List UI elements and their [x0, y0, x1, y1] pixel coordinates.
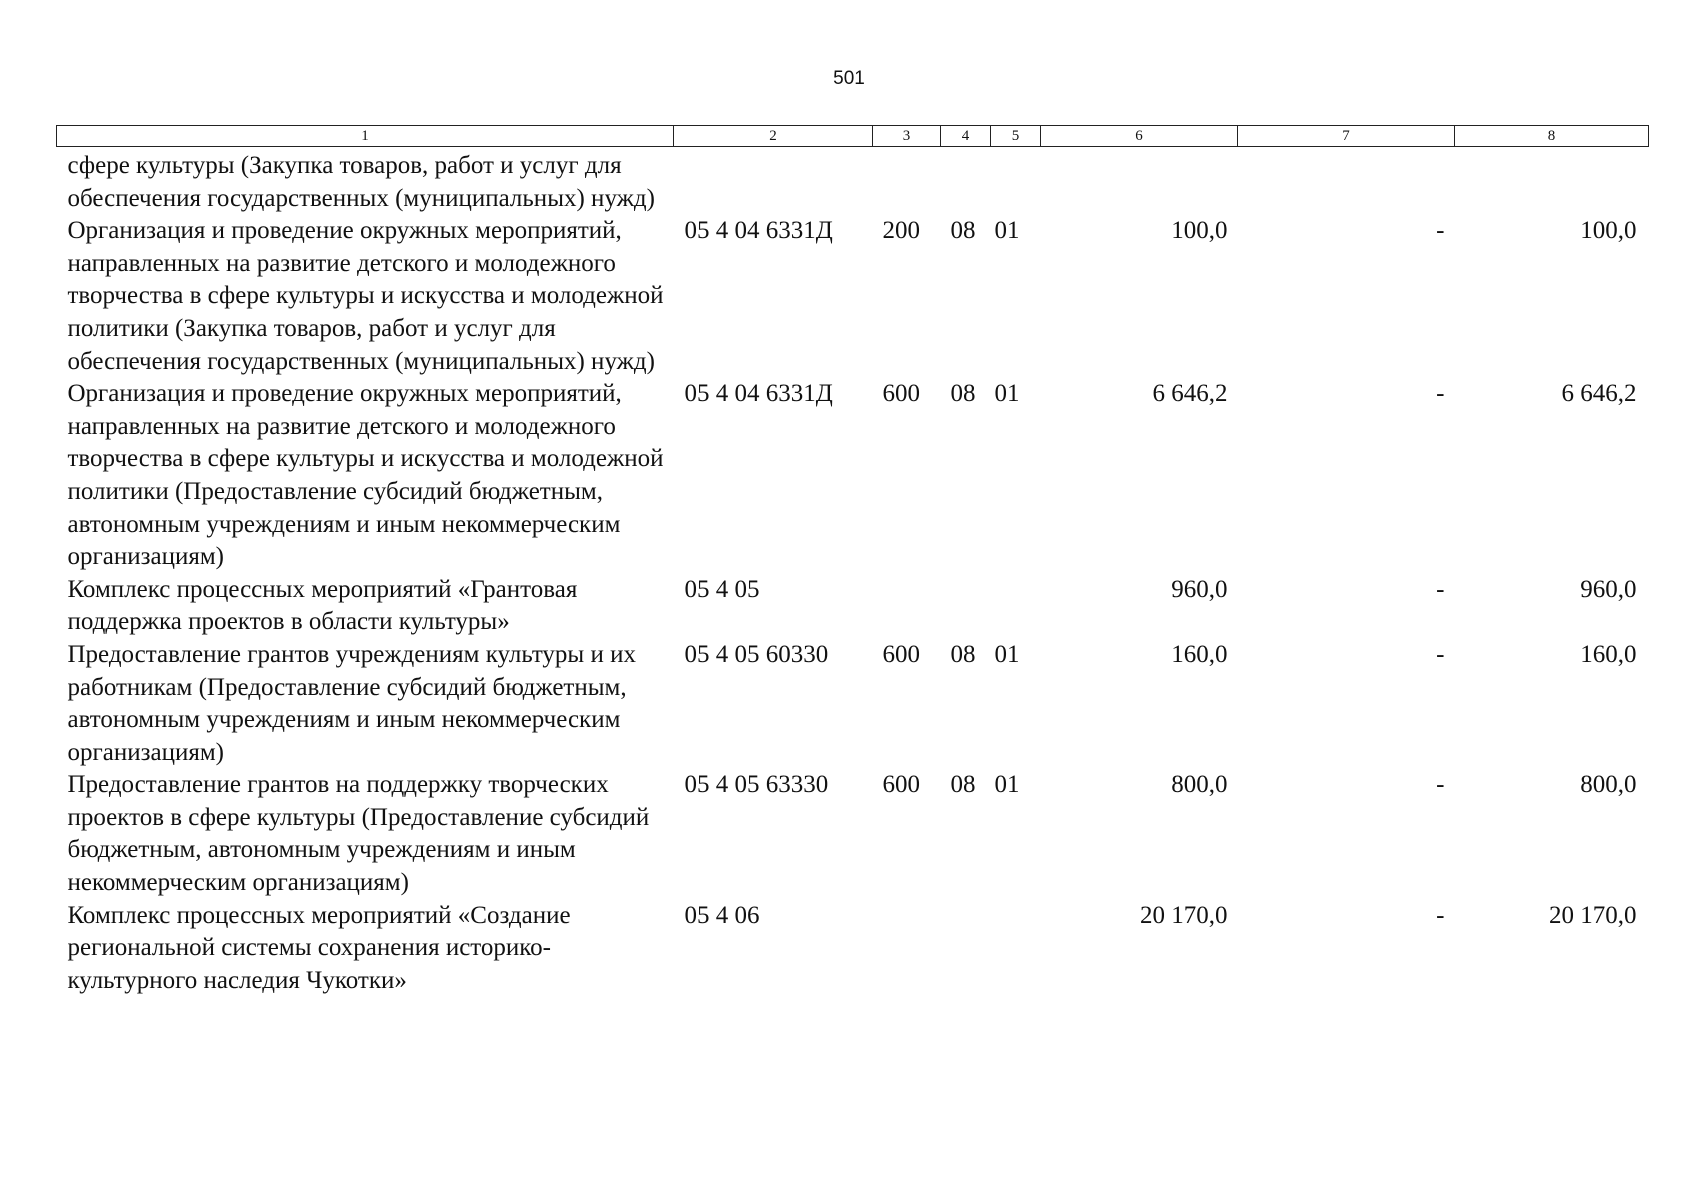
column-header-4: 4	[941, 126, 991, 147]
row-total-cell	[1455, 147, 1649, 216]
row-amount-cell: 20 170,0	[1140, 901, 1228, 929]
row-pr-cell	[991, 574, 1041, 639]
row-pr-cell	[991, 900, 1041, 998]
row-total-cell: 960,0	[1580, 575, 1637, 603]
table-row	[57, 147, 1649, 216]
row-total-cell: 800,0	[1580, 771, 1637, 799]
row-name-cell: Комплекс процессных мероприятий «Грантовая поддержка проектов в области культуры»	[67, 575, 578, 636]
row-total-cell: 160,0	[1580, 640, 1637, 668]
row-amount-cell: 6 646,2	[1152, 380, 1228, 408]
row-vr-cell	[873, 900, 941, 998]
row-code-cell	[674, 147, 873, 216]
row-name-cell: Организация и проведение окружных мероприятий, направленных на развитие детского и молодежного творчества в сфере культуры и искусства и молодежной политики (Закупка товаров, работ и услуг для обеспечения государственных (муниципальных) нужд)	[67, 217, 664, 375]
row-pr-cell: 01	[994, 217, 1020, 245]
row-pr-cell: 01	[994, 640, 1020, 668]
row-name-cell: Комплекс процессных мероприятий «Создание региональной системы сохранения историко-культурного наследия Чукотки»	[67, 901, 571, 994]
row-amount-cell: 100,0	[1171, 217, 1228, 245]
row-code-cell: 05 4 04 6331Д	[684, 380, 833, 408]
row-name-cell: Организация и проведение окружных мероприятий, направленных на развитие детского и молодежного творчества в сфере культуры и искусства и молодежной политики (Предоставление субсидий бюджетным, автономным учреждениям и иным некоммерческим организациям)	[67, 380, 664, 571]
row-amount-cell: 800,0	[1171, 771, 1228, 799]
table-row	[57, 900, 1649, 998]
row-name-cell: сфере культуры (Закупка товаров, работ и услуг для обеспечения государственных (муниципальных) нужд)	[67, 152, 655, 212]
row-name-cell: Предоставление грантов на поддержку творческих проектов в сфере культуры (Предоставление субсидий бюджетным, автономным учреждениям и иным некоммерческим организациям)	[67, 771, 650, 897]
column-header-6: 6	[1041, 126, 1238, 147]
row-code-cell: 05 4 04 6331Д	[684, 217, 833, 245]
table-row	[57, 378, 1649, 574]
row-change-cell: -	[1436, 575, 1445, 603]
table-row	[57, 769, 1649, 899]
row-code-cell: 05 4 05 60330	[684, 640, 829, 668]
row-pr-cell: 01	[994, 771, 1020, 799]
row-pr-cell: 01	[994, 380, 1020, 408]
table-row	[57, 574, 1649, 639]
table-row	[57, 639, 1649, 769]
row-code-cell: 05 4 06	[684, 901, 760, 929]
column-header-7: 7	[1238, 126, 1455, 147]
row-rz-cell: 08	[950, 380, 976, 408]
row-change-cell: -	[1436, 901, 1445, 929]
row-pr-cell	[991, 147, 1041, 216]
row-code-cell: 05 4 05 63330	[684, 771, 829, 799]
row-code-cell: 05 4 05	[684, 575, 760, 603]
row-change-cell: -	[1436, 380, 1445, 408]
row-rz-cell: 08	[950, 217, 976, 245]
row-name-cell: Предоставление грантов учреждениям культуры и их работникам (Предоставление субсидий бюджетным, автономным учреждениям и иным некоммерческим организациям)	[67, 640, 636, 766]
row-total-cell: 100,0	[1580, 217, 1637, 245]
column-header-5: 5	[991, 126, 1041, 147]
row-change-cell: -	[1436, 771, 1445, 799]
row-change-cell: -	[1436, 217, 1445, 245]
row-vr-cell: 200	[882, 217, 920, 245]
row-change-cell	[1238, 147, 1455, 216]
row-vr-cell: 600	[882, 771, 920, 799]
column-header-2: 2	[674, 126, 873, 147]
row-rz-cell	[941, 574, 991, 639]
row-vr-cell: 600	[882, 380, 920, 408]
row-rz-cell	[941, 900, 991, 998]
page-number: 501	[833, 68, 865, 89]
column-header-1: 1	[57, 126, 674, 147]
budget-table	[56, 125, 1649, 997]
table-row	[57, 215, 1649, 378]
row-vr-cell	[873, 574, 941, 639]
column-header-3: 3	[873, 126, 941, 147]
row-amount-cell: 160,0	[1171, 640, 1228, 668]
row-rz-cell	[941, 147, 991, 216]
row-total-cell: 6 646,2	[1561, 380, 1637, 408]
row-change-cell: -	[1436, 640, 1445, 668]
row-amount-cell: 960,0	[1171, 575, 1228, 603]
column-number-header-row	[57, 126, 1649, 147]
row-vr-cell: 600	[882, 640, 920, 668]
row-rz-cell: 08	[950, 771, 976, 799]
row-vr-cell	[873, 147, 941, 216]
column-header-8: 8	[1455, 126, 1649, 147]
row-amount-cell	[1041, 147, 1238, 216]
row-rz-cell: 08	[950, 640, 976, 668]
row-total-cell: 20 170,0	[1549, 901, 1637, 929]
